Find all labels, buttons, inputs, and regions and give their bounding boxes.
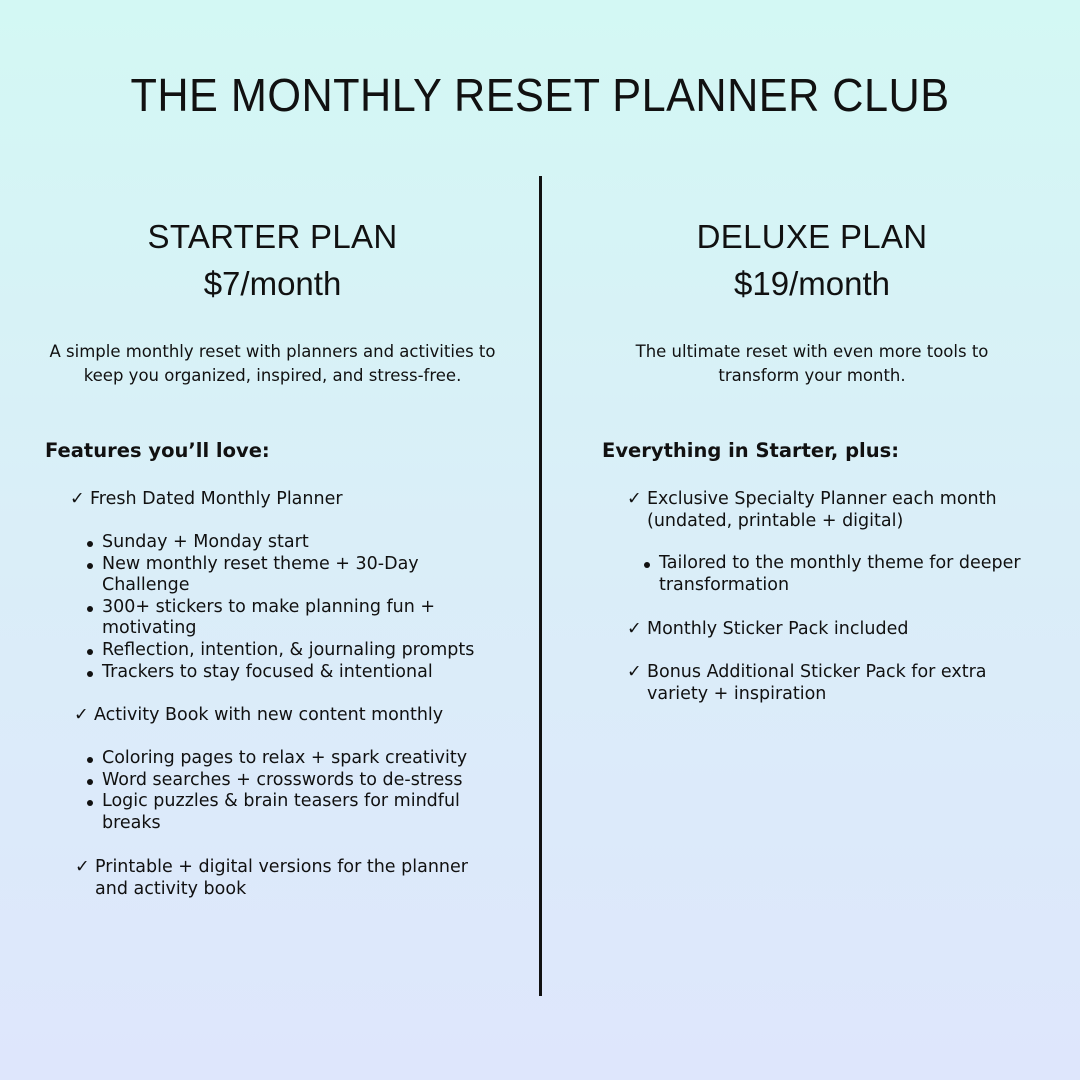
starter-features-heading: Features you’ll love: [45, 439, 270, 462]
check-icon: ✓ [627, 489, 642, 509]
starter-check-item-printable [75, 856, 485, 900]
deluxe-plan-description: The ultimate reset with even more tools to transform your month. [635, 342, 989, 385]
starter-activity-bullet-list [45, 748, 500, 834]
starter-plan-name: STARTER PLAN [147, 218, 398, 255]
bullet-icon [644, 562, 650, 568]
bullet-icon [87, 563, 93, 569]
bullet-icon [87, 671, 93, 677]
check-icon: ✓ [627, 619, 642, 639]
column-divider [539, 176, 542, 996]
list-item: Logic puzzles & brain teasers for mindful breaks [45, 791, 500, 834]
bullet-icon [87, 779, 93, 785]
bullet-icon [87, 541, 93, 547]
list-item: Trackers to stay focused & intentional [45, 662, 500, 684]
starter-planner-bullet-list [45, 532, 500, 683]
check-icon: ✓ [627, 662, 642, 682]
list-item: Tailored to the monthly theme for deeper transformation [602, 553, 1042, 596]
bullet-icon [87, 606, 93, 612]
deluxe-plan-price: $19/month [734, 265, 890, 302]
list-item: Word searches + crosswords to de-stress [45, 770, 500, 792]
deluxe-check-item-bonus-sticker-pack [627, 661, 1027, 705]
starter-check-item-activity-book [74, 704, 494, 726]
check-item-label: Printable + digital versions for the planner and activity book [95, 857, 468, 899]
deluxe-bullet-list [602, 553, 1042, 596]
list-item: Reflection, intention, & journaling prompts [45, 640, 500, 662]
bullet-icon [87, 649, 93, 655]
deluxe-plan-name: DELUXE PLAN [696, 218, 928, 255]
check-item-label: Monthly Sticker Pack included [647, 619, 909, 639]
starter-plan-price: $7/month [203, 265, 342, 302]
deluxe-check-item-specialty-planner [627, 488, 1042, 532]
check-icon: ✓ [70, 489, 85, 509]
starter-plan-column [45, 215, 500, 899]
check-icon: ✓ [74, 705, 89, 725]
check-icon: ✓ [75, 857, 90, 877]
bullet-icon [87, 757, 93, 763]
check-item-label: Fresh Dated Monthly Planner [90, 489, 343, 509]
list-item: 300+ stickers to make planning fun + motivating [45, 597, 500, 640]
starter-check-item-planner [70, 488, 490, 510]
deluxe-check-item-sticker-pack [627, 618, 1042, 640]
check-item-label: Activity Book with new content monthly [94, 705, 444, 725]
check-item-label: Bonus Additional Sticker Pack for extra variety + inspiration [647, 662, 987, 704]
deluxe-features-heading: Everything in Starter, plus: [602, 439, 900, 462]
check-item-label: Exclusive Specialty Planner each month (undated, printable + digital) [647, 489, 997, 531]
deluxe-plan-column [602, 215, 1042, 704]
list-item: New monthly reset theme + 30-Day Challenge [45, 554, 500, 597]
list-item: Sunday + Monday start [45, 532, 500, 554]
bullet-icon [87, 800, 93, 806]
starter-plan-description: A simple monthly reset with planners and activities to keep you organized, inspired, and stress-free. [49, 342, 496, 385]
list-item: Coloring pages to relax + spark creativity [45, 748, 500, 770]
page-title: THE MONTHLY RESET PLANNER CLUB [130, 69, 950, 121]
